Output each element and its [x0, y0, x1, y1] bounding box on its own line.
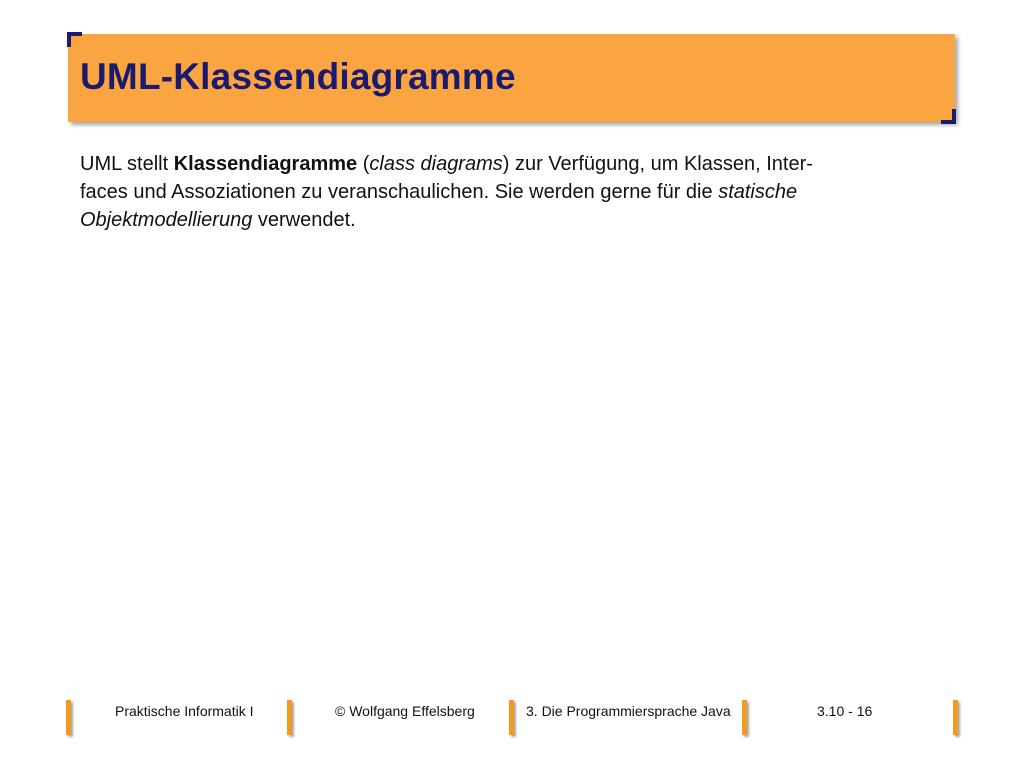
- corner-bracket-top-left: [67, 32, 82, 47]
- footer-page-number: 3.10 - 16: [817, 703, 873, 719]
- body-italic-term: class diagrams: [369, 153, 503, 175]
- body-italic-term: statische: [718, 181, 798, 203]
- corner-bracket-bottom-right: [941, 109, 956, 124]
- body-text-segment: (: [357, 153, 370, 175]
- title-bar: [68, 34, 955, 122]
- footer-separator: [742, 700, 747, 735]
- body-paragraph: [80, 150, 930, 234]
- body-text-segment: ) zur Verfügung, um Klassen, Inter-: [502, 153, 813, 175]
- slide-title: UML-Klassendiagramme: [80, 56, 516, 97]
- footer-separator: [66, 700, 71, 735]
- body-italic-term: Objektmodellierung: [80, 209, 253, 231]
- body-bold-term: Klassendiagramme: [173, 153, 358, 175]
- footer-separator: [287, 700, 292, 735]
- footer-author: © Wolfgang Effelsberg: [335, 703, 475, 719]
- footer-chapter: 3. Die Programmiersprache Java: [526, 703, 731, 719]
- body-text-segment: verwendet.: [252, 209, 356, 231]
- body-text-segment: UML stellt: [80, 153, 174, 175]
- footer-separator: [953, 700, 958, 735]
- body-text-segment: faces und Assoziationen zu veranschaulichen. Sie werden gerne für die: [80, 181, 719, 203]
- footer-separator: [509, 700, 514, 735]
- footer-course: Praktische Informatik I: [115, 703, 254, 719]
- footer: [0, 700, 1024, 736]
